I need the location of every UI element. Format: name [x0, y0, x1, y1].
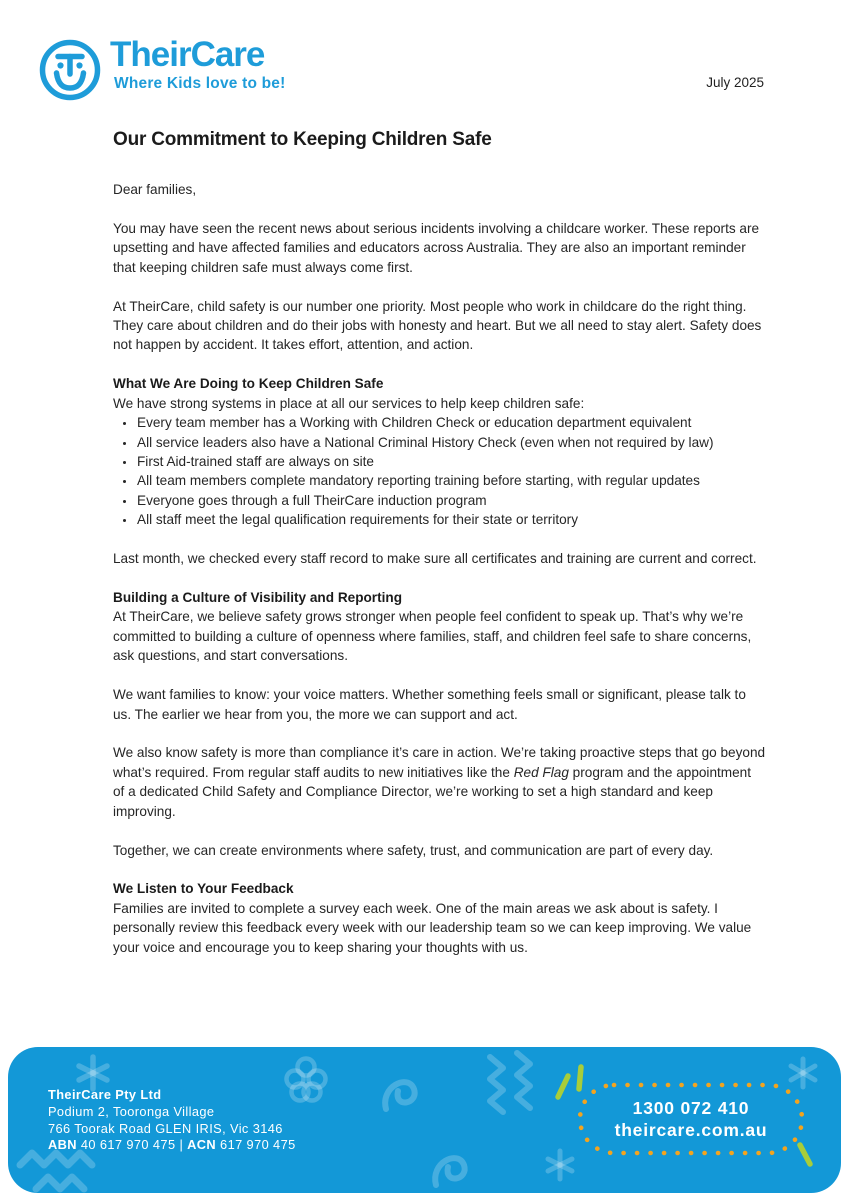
- abn-acn-line: [48, 1137, 296, 1154]
- footer: [8, 1047, 841, 1193]
- text-segment: program and the appointment of a dedicated Child Safety and Compliance Director, we’re working to set a high standard and keep improving.: [113, 764, 752, 819]
- section-heading: We Listen to Your Feedback: [113, 881, 294, 897]
- paragraph: Families are invited to complete a survey each week. One of the main areas we ask about is safety. I personally review this feedback every week with our leadership team so we can keep improving. We value your voice and encourage you to keep sharing your thoughts with us.: [113, 900, 752, 955]
- bullet-list: [113, 413, 766, 529]
- paragraph: At TheirCare, child safety is our number one priority. Most people who work in childcare do the right thing. They care about children and do their jobs with honesty and heart. But we all need to stay alert. Safety does not happen by accident. It takes effort, attention, and action.: [113, 298, 762, 353]
- text-segment: We also know safety is more than compliance it’s care in action. We’re taking proactive steps that go beyond what’s required. From regular staff audits to new initiatives like the: [113, 745, 766, 780]
- paragraph: We want families to know: your voice matters. Whether something feels small or significant, please talk to us. The earlier we hear from you, the more we can support and act.: [113, 687, 746, 722]
- paragraph: [113, 743, 766, 821]
- brand-tagline: Where Kids love to be!: [114, 75, 286, 92]
- brand-name: TheirCare: [110, 35, 265, 74]
- address-line-1: Podium 2, Tooronga Village: [48, 1103, 215, 1119]
- phone-number: 1300 072 410: [632, 1098, 750, 1118]
- abn-value: 40 617 970 475: [80, 1137, 176, 1153]
- page-title: Our Commitment to Keeping Children Safe: [113, 129, 492, 150]
- acn-label: ACN: [187, 1137, 217, 1153]
- abn-label: ABN: [48, 1137, 77, 1153]
- company-name: TheirCare Pty Ltd: [48, 1087, 162, 1102]
- paragraph: At TheirCare, we believe safety grows stronger when people feel confident to speak up. That’s why we’re committed to building a culture of openness where families, staff, and children feel safe to share concerns, ask questions, and start conversations.: [113, 609, 752, 664]
- acn-value: 617 970 475: [220, 1137, 296, 1153]
- bullet-item: • Everyone goes through a full TheirCare induction program: [136, 491, 766, 510]
- paragraph: Dear families,: [113, 182, 197, 197]
- bullet-item: • All service leaders also have a National Criminal History Check (even when not required by law): [136, 433, 766, 452]
- document-body: [113, 180, 766, 957]
- paragraph: You may have seen the recent news about serious incidents involving a childcare worker. These reports are upsetting and have affected families and educators across Australia. They are also an important reminder that keeping children safe must always come first.: [113, 220, 760, 275]
- face-icon: [38, 38, 102, 102]
- paragraph: Last month, we checked every staff record to make sure all certificates and training are current and correct.: [113, 551, 757, 567]
- bullet-item: • Every team member has a Working with Children Check or education department equivalent: [136, 413, 766, 432]
- bullet-item: • All team members complete mandatory reporting training before starting, with regular updates: [136, 471, 766, 490]
- bullet-item: • First Aid-trained staff are always on site: [136, 452, 766, 471]
- website-url: theircare.com.au: [614, 1120, 768, 1140]
- paragraph: We have strong systems in place at all our services to help keep children safe:: [113, 395, 585, 411]
- date-label: July 2025: [706, 75, 764, 90]
- address-line-2: 766 Toorak Road GLEN IRIS, Vic 3146: [48, 1120, 283, 1136]
- italic-text: Red Flag: [513, 764, 569, 780]
- document: [113, 0, 766, 957]
- section-heading: Building a Culture of Visibility and Reporting: [113, 590, 402, 605]
- footer-company-info: [48, 1087, 296, 1154]
- bullet-item: • All staff meet the legal qualification requirements for their state or territory: [136, 510, 766, 529]
- section-heading: What We Are Doing to Keep Children Safe: [113, 376, 384, 392]
- abn-acn-separator: |: [179, 1137, 184, 1153]
- paragraph: Together, we can create environments where safety, trust, and communication are part of every day.: [113, 842, 714, 858]
- contact-pill: [577, 1082, 805, 1156]
